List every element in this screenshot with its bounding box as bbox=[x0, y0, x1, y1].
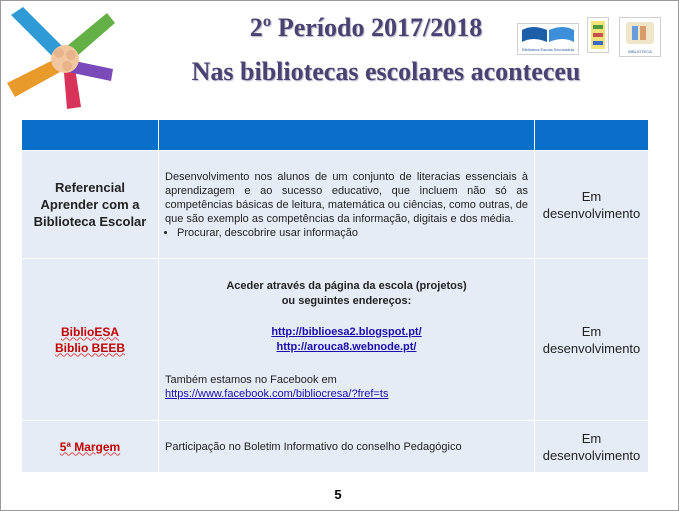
joined-hands-icon bbox=[3, 3, 121, 111]
link-biblioesa2[interactable]: http://biblioesa2.blogspot.pt/ bbox=[271, 325, 422, 338]
table-row bbox=[22, 151, 649, 259]
row-name: 5ª Margem bbox=[59, 439, 121, 454]
row-description-cell bbox=[159, 151, 535, 259]
access-instructions: Aceder através da página da escola (projetos) bbox=[226, 279, 467, 292]
page-number: 5 bbox=[334, 487, 342, 502]
row-status: Em desenvolvimento bbox=[535, 421, 649, 473]
table-row bbox=[22, 421, 649, 473]
activities-table bbox=[21, 119, 649, 473]
slide-subtitle: Nas bibliotecas escolares aconteceu bbox=[191, 57, 581, 86]
library-network-caption: BIBLIOTECA bbox=[628, 49, 652, 54]
row-description-cell bbox=[159, 421, 535, 473]
table-row bbox=[22, 259, 649, 421]
description-bullets bbox=[165, 226, 528, 240]
row-name-cell bbox=[22, 421, 159, 473]
link-facebook[interactable]: https://www.facebook.com/bibliocresa/?fref=ts bbox=[165, 387, 389, 400]
access-instructions-2: ou seguintes endereços: bbox=[281, 294, 412, 307]
school-emblem-icon bbox=[588, 18, 608, 52]
library-network-logo bbox=[619, 17, 661, 57]
row-description: Desenvolvimento nos alunos de um conjunto de literacias essenciais à aprendizagem e ao sucesso educativo, que incluem não só as competências básicas de leitura, matemática ou ciências, como outras, de que são exemplo as competências da informação, digitais e dos média. bbox=[165, 170, 528, 225]
library-logo bbox=[517, 23, 579, 55]
school-logo bbox=[587, 17, 609, 53]
description-bullet: • Procurar, descobrire usar informação bbox=[177, 226, 528, 240]
slide-title: 2º Período 2017/2018 bbox=[249, 13, 483, 42]
library-emblem-icon bbox=[620, 18, 660, 48]
row-name-biblioesa: BiblioESA bbox=[60, 324, 119, 339]
row-status: Em desenvolvimento bbox=[535, 259, 649, 421]
row-name: Referencial Aprender com a Biblioteca Escolar bbox=[33, 180, 147, 229]
facebook-text: Também estamos no Facebook em bbox=[165, 373, 337, 386]
row-description: Participação no Boletim Informativo do conselho Pedagógico bbox=[165, 440, 462, 453]
row-description-cell bbox=[159, 259, 535, 421]
book-icon bbox=[518, 24, 578, 48]
row-name-cell bbox=[22, 151, 159, 259]
link-arouca8[interactable]: http://arouca8.webnode.pt/ bbox=[276, 340, 417, 353]
row-name-bibliobeeb: Biblio BEEB bbox=[54, 340, 125, 355]
row-status: Em desenvolvimento bbox=[535, 151, 649, 259]
table-header-bar bbox=[22, 120, 649, 151]
library-logo-caption: Biblioteca Escola Secundária bbox=[522, 47, 574, 52]
row-name-cell bbox=[22, 259, 159, 421]
